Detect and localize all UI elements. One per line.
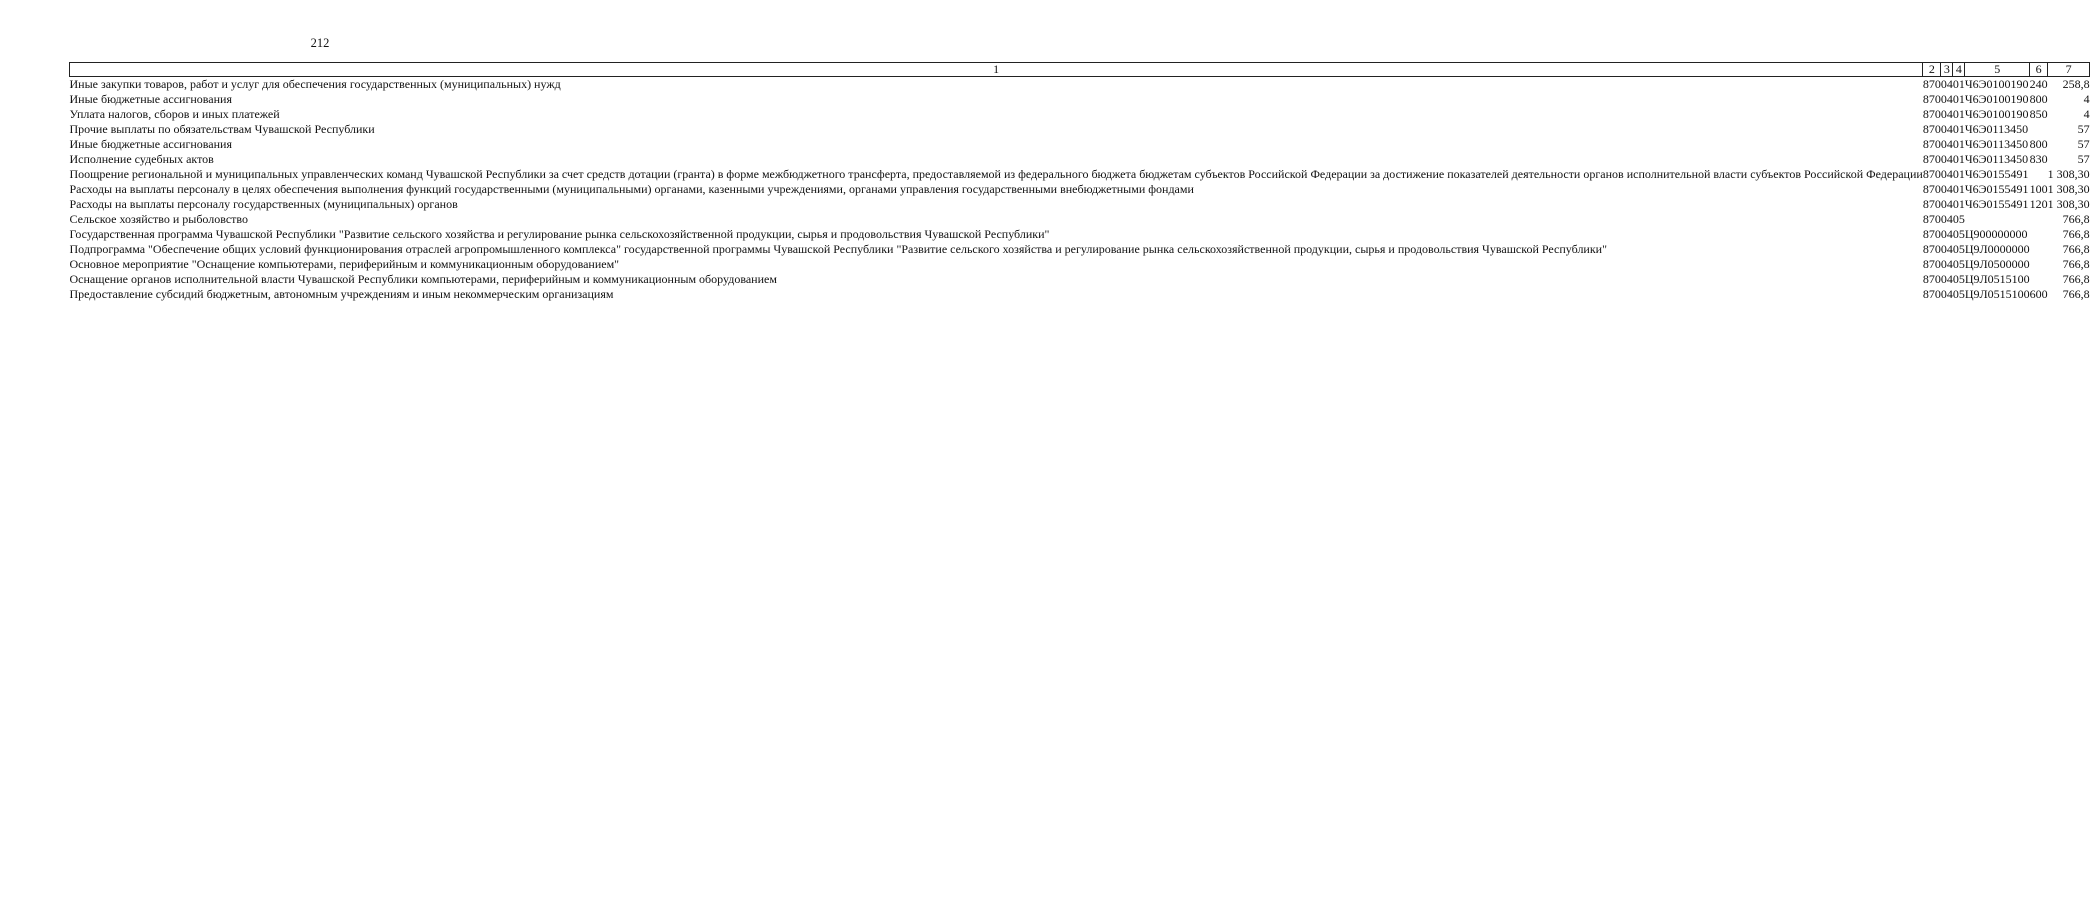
row-vr: 800 [2029,92,2048,106]
row-csr: Ч6Э0100190 [1964,77,2029,91]
table-row [70,212,2090,227]
row-pr: 01 [1952,167,1965,181]
row-name: Оснащение органов исполнительной власти Чувашской Республики компьютерами, периферийным и коммуникационным оборудованием [69,272,777,286]
row-pr: 05 [1952,212,1965,226]
row-csr: Ч6Э0113450 [1964,152,2029,166]
row-gr: 870 [1922,227,1941,241]
row-rz: 04 [1940,272,1953,286]
row-csr: Ч6Э0113450 [1964,122,2029,136]
row-vr [2030,257,2048,272]
table-row [70,257,2090,272]
row-pr: 05 [1952,272,1965,286]
row-vr [2030,212,2048,227]
row-rz: 04 [1940,137,1953,151]
row-amount: 766,8 [2062,212,2090,226]
row-gr: 870 [1922,77,1941,91]
row-gr: 870 [1922,287,1941,301]
row-rz: 04 [1940,287,1953,301]
row-amount: 4 [2083,107,2090,121]
row-vr: 830 [2029,152,2048,166]
row-rz: 04 [1940,122,1953,136]
table-body [70,77,2090,303]
row-gr: 870 [1922,122,1941,136]
table-row [70,92,2090,107]
row-csr: Ц9Л0000000 [1964,242,2030,256]
table-header [70,63,2090,77]
row-vr [2030,242,2048,257]
row-pr: 01 [1952,92,1965,106]
row-rz: 04 [1940,257,1953,271]
row-amount: 1 308,30 [2047,182,2090,196]
row-amount: 766,8 [2062,242,2090,256]
row-name: Иные бюджетные ассигнования [69,137,232,151]
row-amount: 1 308,30 [2047,197,2090,211]
row-pr: 05 [1952,242,1965,256]
row-vr: 100 [2029,182,2048,196]
table-row [70,77,2090,93]
row-name: Расходы на выплаты персоналу государственных (муниципальных) органов [69,197,458,211]
row-gr: 870 [1922,272,1941,286]
row-amount: 57 [2077,137,2090,151]
row-pr: 01 [1952,137,1965,151]
row-csr: Ц9Л0515100 [1964,287,2030,301]
table-row [70,242,2090,257]
row-gr: 870 [1922,137,1941,151]
row-vr: 800 [2029,137,2048,151]
row-gr: 870 [1922,107,1941,121]
row-rz: 04 [1940,167,1953,181]
row-name: Сельское хозяйство и рыболовство [69,212,249,226]
table-row [70,122,2090,137]
row-vr: 240 [2029,77,2048,91]
row-rz: 04 [1940,242,1953,256]
row-gr: 870 [1922,92,1941,106]
row-csr: Ц900000000 [1964,227,2028,241]
table-row [70,167,2090,182]
row-pr: 05 [1952,227,1965,241]
row-name: Расходы на выплаты персоналу в целях обеспечения выполнения функций государственными (муниципальными) органами, казенными учреждениями, органами управления государственными внебюджетными фондами [69,182,1194,196]
row-amount: 4 [2083,92,2090,106]
row-vr [2030,272,2048,287]
row-vr: 600 [2029,287,2048,301]
row-csr: Ч6Э0155491 [1964,197,2029,211]
row-gr: 870 [1922,257,1941,271]
row-vr [2030,167,2048,182]
row-gr: 870 [1922,167,1941,181]
column-header-pr: 4 [1953,63,1965,77]
page-number: 212 [310,36,330,50]
row-vr: 120 [2029,197,2048,211]
row-rz: 04 [1940,92,1953,106]
row-amount: 766,8 [2062,272,2090,286]
row-name: Исполнение судебных актов [69,152,214,166]
row-pr: 01 [1952,182,1965,196]
row-name: Иные закупки товаров, работ и услуг для обеспечения государственных (муниципальных) нужд [69,77,561,91]
row-amount: 57 [2077,152,2090,166]
row-name: Прочие выплаты по обязательствам Чувашской Республики [69,122,375,136]
row-csr: Ч6Э0100190 [1964,107,2029,121]
row-csr [1965,212,2030,227]
row-rz: 04 [1940,152,1953,166]
row-name: Подпрограмма "Обеспечение общих условий функционирования отраслей агропромышленного комплекса" государственной программы Чувашской Республики "Развитие сельского хозяйства и регулирование рынка сельскохозяйственной продукции, сырья и продовольствия Чувашской Республики" [69,242,1607,256]
row-gr: 870 [1922,182,1941,196]
row-name: Поощрение региональной и муниципальных управленческих команд Чувашской Республики за счет средств дотации (гранта) в форме межбюджетного трансферта, предоставляемой из федерального бюджета бюджетам субъектов Российской Федерации за достижение показателей деятельности органов исполнительной власти субъектов Российской Федерации [69,167,1923,181]
table-row [70,227,2090,242]
row-csr: Ц9Л0515100 [1964,272,2030,286]
row-rz: 04 [1940,227,1953,241]
column-header-sum: 7 [2048,63,2090,77]
column-header-name: 1 [70,63,1923,77]
header-row [70,63,2090,77]
row-name: Предоставление субсидий бюджетным, автономным учреждениям и иным некоммерческим организациям [69,287,614,301]
row-csr: Ч6Э0113450 [1964,137,2029,151]
row-csr: Ч6Э0100190 [1964,92,2029,106]
row-pr: 01 [1952,122,1965,136]
table-row [70,182,2090,197]
table-row [70,287,2090,302]
row-name: Основное мероприятие "Оснащение компьютерами, периферийным и коммуникационным оборудованием" [69,257,620,271]
row-csr: Ч6Э0155491 [1964,167,2029,181]
row-rz: 04 [1940,212,1953,226]
row-gr: 870 [1922,197,1941,211]
table-row [70,152,2090,167]
row-name: Государственная программа Чувашской Республики "Развитие сельского хозяйства и регулирование рынка сельскохозяйственной продукции, сырья и продовольствия Чувашской Республики" [69,227,1050,241]
column-header-vr: 6 [2030,63,2048,77]
row-rz: 04 [1940,182,1953,196]
table-row [70,107,2090,122]
row-gr: 870 [1922,152,1941,166]
row-vr [2030,227,2048,242]
column-header-rz: 3 [1941,63,1953,77]
budget-table [69,62,2090,302]
row-pr: 01 [1952,197,1965,211]
row-pr: 01 [1952,107,1965,121]
table-row [70,272,2090,287]
row-amount: 1 308,30 [2047,167,2090,181]
column-header-gr: 2 [1923,63,1941,77]
row-rz: 04 [1940,197,1953,211]
row-name: Иные бюджетные ассигнования [69,92,232,106]
row-gr: 870 [1922,242,1941,256]
row-csr: Ч6Э0155491 [1964,182,2029,196]
row-pr: 05 [1952,257,1965,271]
row-pr: 01 [1952,152,1965,166]
row-gr: 870 [1922,212,1941,226]
row-vr: 850 [2029,107,2048,121]
row-amount: 766,8 [2062,227,2090,241]
row-amount: 766,8 [2062,287,2090,301]
column-header-csr: 5 [1965,63,2030,77]
row-amount: 766,8 [2062,257,2090,271]
row-rz: 04 [1940,77,1953,91]
row-pr: 05 [1952,287,1965,301]
table-row [70,197,2090,212]
table-row [70,137,2090,152]
row-amount: 258,8 [2062,77,2090,91]
row-vr [2030,122,2048,137]
row-amount: 57 [2077,122,2090,136]
row-rz: 04 [1940,107,1953,121]
row-csr: Ц9Л0500000 [1964,257,2030,271]
row-pr: 01 [1952,77,1965,91]
row-name: Уплата налогов, сборов и иных платежей [69,107,280,121]
